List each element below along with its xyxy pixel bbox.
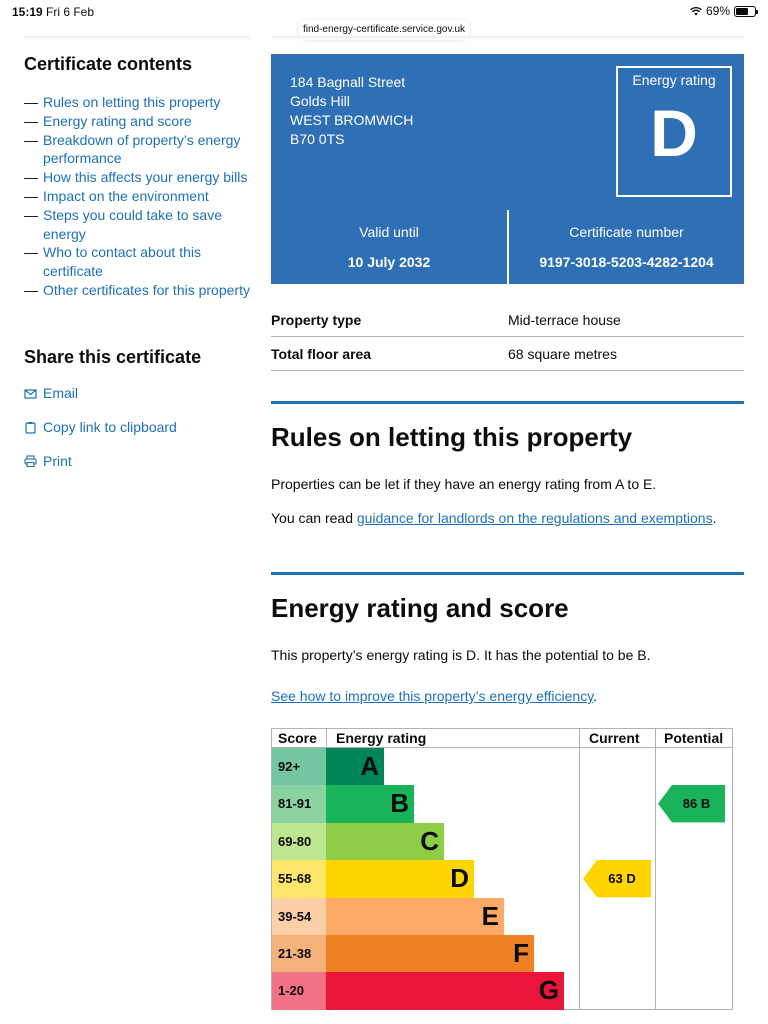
certificate-number-cell [509, 210, 744, 284]
copy-link-label: Copy link to clipboard [43, 419, 177, 435]
section-divider [271, 401, 744, 404]
band-score-e: 39-54 [272, 898, 326, 935]
contents-link-steps[interactable]: Steps you could take to save energy [43, 206, 222, 242]
address-line: WEST BROMWICH [290, 112, 414, 128]
print-button[interactable] [24, 453, 72, 469]
energy-rating-label: Energy rating [632, 72, 716, 88]
valid-until-label: Valid until [359, 224, 419, 240]
wifi-icon [690, 6, 702, 16]
email-label: Email [43, 385, 79, 401]
improve-efficiency-link[interactable]: See how to improve this property’s energy efficiency [271, 688, 594, 704]
copy-link-button[interactable] [24, 419, 177, 435]
guidance-paragraph [271, 510, 744, 526]
dash: — [24, 206, 38, 223]
battery-percent: 69% [705, 4, 730, 18]
dash: — [24, 244, 38, 261]
contents-item [24, 131, 252, 169]
chart-column-rule [579, 729, 580, 1009]
section-divider [271, 572, 744, 575]
energy-rating-heading: Energy rating and score [271, 593, 569, 623]
band-bar-e: E [326, 898, 504, 935]
contents-list [24, 93, 252, 300]
landlord-guidance-link[interactable]: guidance for landlords on the regulations and exemptions [356, 510, 713, 526]
band-score-g: 1-20 [272, 972, 326, 1009]
property-summary [271, 303, 744, 371]
potential-rating-label: 86 B [682, 796, 711, 812]
energy-rating-header: Energy rating [336, 730, 427, 746]
rules-paragraph: Properties can be let if they have an energy rating from A to E. [271, 476, 657, 492]
address-line: B70 0TS [290, 131, 345, 147]
battery-level [736, 8, 748, 15]
rules-heading: Rules on letting this property [271, 422, 633, 452]
certificate-header [271, 54, 744, 210]
improve-paragraph [271, 688, 744, 704]
guidance-suffix: . [712, 510, 717, 526]
certificate-number-label: Certificate number [569, 224, 684, 240]
divider [24, 36, 250, 40]
contents-link-energy-bills[interactable]: How this affects your energy bills [43, 169, 248, 186]
band-score-d: 55-68 [272, 860, 326, 897]
address-line: Golds Hill [290, 93, 350, 109]
email-link[interactable] [24, 385, 78, 401]
valid-until-cell [271, 210, 507, 284]
band-bar-a: A [326, 748, 384, 785]
print-label: Print [43, 453, 72, 469]
energy-rating-box [616, 66, 732, 197]
energy-rating-letter: D [650, 96, 698, 170]
contents-link-breakdown[interactable]: Breakdown of property’s energy performance [43, 131, 241, 167]
contents-item [24, 93, 252, 112]
contents-item [24, 112, 252, 131]
divider [272, 36, 744, 40]
contents-link-energy-rating[interactable]: Energy rating and score [43, 112, 192, 129]
band-bar-d: D [326, 860, 474, 897]
band-bar-c: C [326, 823, 444, 860]
url-bar[interactable]: find-energy-certificate.service.gov.uk [298, 20, 470, 39]
address-line: 184 Bagnall Street [290, 74, 406, 90]
contents-link-rules[interactable]: Rules on letting this property [43, 94, 221, 110]
property-type-label: Property type [271, 311, 362, 328]
sidebar [24, 54, 252, 300]
dash: — [24, 112, 38, 129]
certificate-number-value: 9197-3018-5203-4282-1204 [539, 254, 714, 270]
property-type-value: Mid-terrace house [508, 311, 621, 328]
contents-link-environment[interactable]: Impact on the environment [43, 187, 209, 204]
dash: — [24, 169, 38, 186]
band-score-a: 92+ [272, 748, 326, 785]
guidance-prefix: You can read [271, 510, 357, 526]
dash: — [24, 131, 38, 148]
energy-rating-chart [271, 728, 733, 1010]
band-score-b: 81-91 [272, 785, 326, 822]
contents-item [24, 243, 252, 281]
summary-row [271, 337, 744, 371]
chart-column-rule [655, 729, 656, 1009]
contents-item [24, 206, 252, 244]
envelope-icon [24, 387, 37, 400]
improve-suffix: . [593, 688, 598, 704]
status-right [690, 4, 756, 18]
share-title: Share this certificate [24, 347, 202, 367]
dash: — [24, 187, 38, 204]
battery-icon [734, 6, 756, 17]
clipboard-icon [24, 421, 37, 434]
property-address [290, 73, 413, 149]
valid-until-value: 10 July 2032 [347, 254, 431, 270]
score-header: Score [278, 730, 317, 746]
contents-item [24, 187, 252, 206]
floor-area-label: Total floor area [271, 345, 372, 362]
certificate-contents-title: Certificate contents [24, 54, 193, 74]
current-header: Current [589, 730, 640, 746]
contents-link-other-certificates[interactable]: Other certificates for this property [43, 281, 250, 298]
band-score-c: 69-80 [272, 823, 326, 860]
band-bar-b: B [326, 785, 414, 822]
contents-item [24, 281, 252, 300]
contents-link-contact[interactable]: Who to contact about this certificate [43, 244, 201, 280]
dash: — [24, 281, 38, 298]
band-bar-f: F [326, 935, 534, 972]
printer-icon [24, 455, 37, 468]
status-time: 15:19 [12, 5, 43, 19]
band-score-f: 21-38 [272, 935, 326, 972]
dash: — [24, 94, 38, 110]
potential-header: Potential [664, 730, 724, 746]
summary-row [271, 303, 744, 337]
band-bar-g: G [326, 972, 564, 1009]
status-date: Fri 6 Feb [46, 5, 95, 19]
current-rating-label: 63 D [608, 871, 636, 887]
contents-item [24, 168, 252, 187]
energy-rating-paragraph: This property’s energy rating is D. It has the potential to be B. [271, 647, 651, 663]
floor-area-value: 68 square metres [508, 345, 617, 362]
